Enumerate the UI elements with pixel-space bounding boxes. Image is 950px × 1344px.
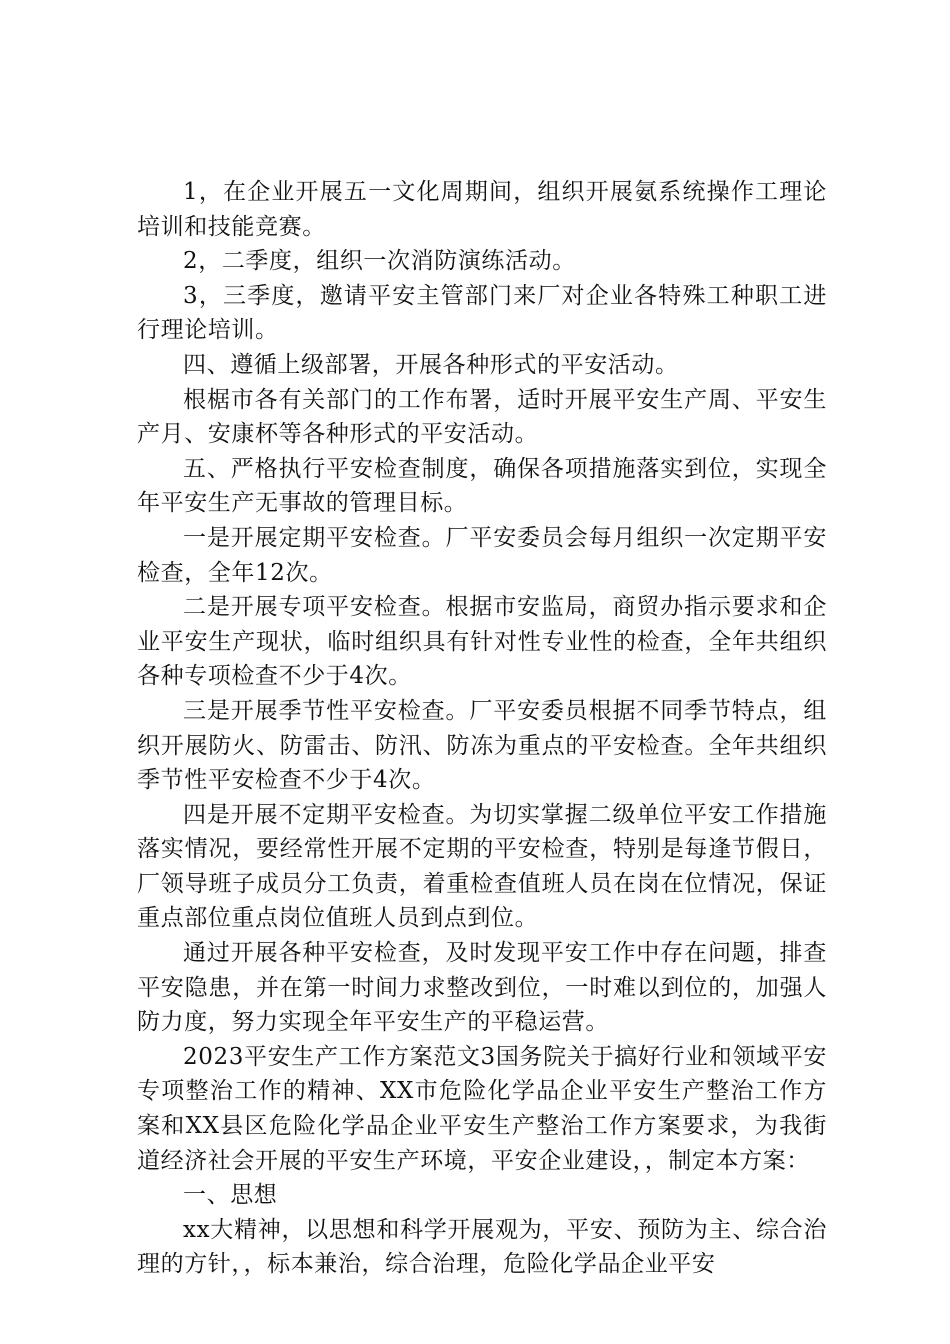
paragraph-12: 2023平安生产工作方案范文3国务院关于搞好行业和领域平安专项整治工作的精神、XX市危险化学品企业平安生产整治工作方案和XX县区危险化学品企业平安生产整治工作方案要求，为我街道经济社会开展的平安生产环境，平安企业建设，，制定本方案： [137,1043,827,1174]
paragraph-11: 通过开展各种平安检查，及时发现平安工作中存在问题，排查平安隐患，并在第一时间力求整改到位，一时难以到位的，加强人防力度，努力实现全年平安生产的平稳运营。 [137,940,827,1036]
paragraph-10: 四是开展不定期平安检查。为切实掌握二级单位平安工作措施落实情况，要经常性开展不定期的平安检查，特别是每逢节假日，厂领导班子成员分工负责，着重检查值班人员在岗在位情况，保证重点部位重点岗位值班人员到点到位。 [137,801,827,932]
paragraph-3: 3，三季度，邀请平安主管部门来厂对企业各特殊工种职工进行理论培训。 [137,282,827,344]
paragraph-1: 1，在企业开展五一文化周期间，组织开展氨系统操作工理论培训和技能竞赛。 [137,179,827,240]
paragraph-5: 根椐市各有关部门的工作布署，适时开展平安生产周、平安生产月、安康杯等各种形式的平安活动。 [137,386,827,448]
paragraph-8: 二是开展专项平安检查。根据市安监局，商贸办指示要求和企业平安生产现状，临时组织具有针对性专业性的检查，全年共组织各种专项检查不少于4次。 [137,594,827,690]
paragraph-7: 一是开展定期平安检查。厂平安委员会每月组织一次定期平安检查，全年12次。 [137,524,827,586]
paragraph-9: 三是开展季节性平安检查。厂平安委员根据不同季节特点，组织开展防火、防雷击、防汛、防冻为重点的平安检查。全年共组织季节性平安检查不少于4次。 [137,697,827,794]
section-heading-4: 四、遵循上级部署，开展各种形式的平安活动。 [183,351,679,378]
section-heading-thought: 一、思想 [183,1182,278,1209]
document-body [137,175,827,1282]
paragraph-14: xx大精神，以思想和科学开展观为，平安、预防为主、综合治理的方针，，标本兼治，综合治理，危险化学品企业平安 [137,1216,827,1278]
paragraph-2: 2，二季度，组织一次消防演练活动。 [183,248,576,275]
section-heading-5: 五、严格执行平安检查制度，确保各项措施落实到位，实现全年平安生产无事故的管理目标。 [137,455,827,517]
